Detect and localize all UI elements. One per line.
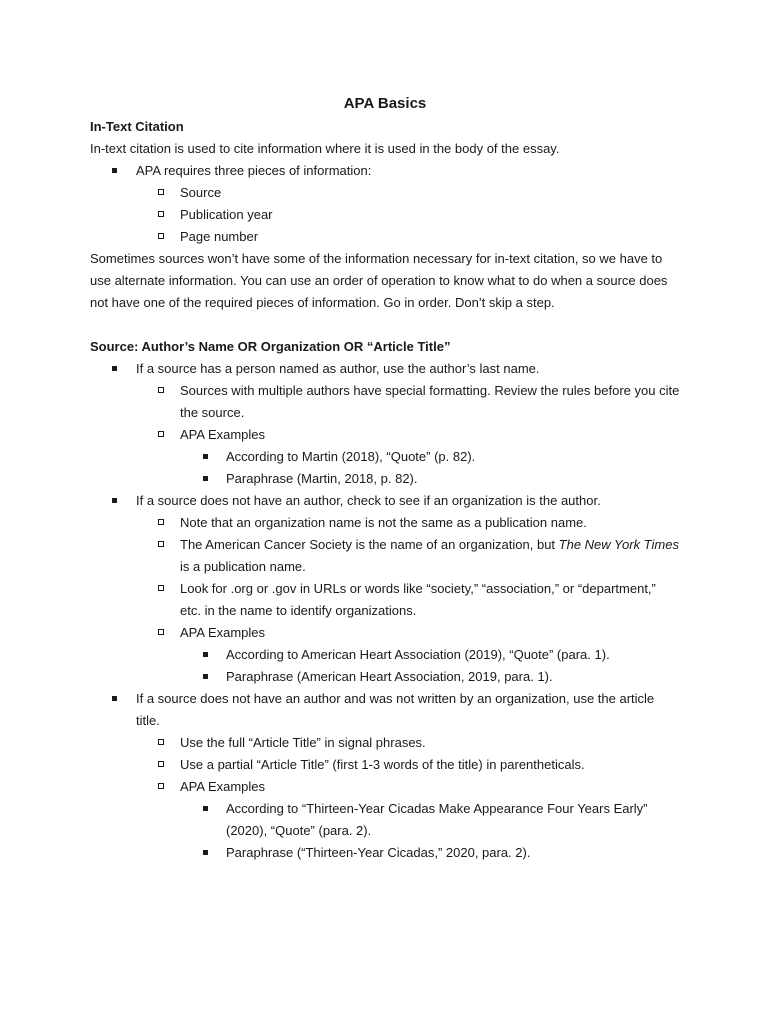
list-item-text: Use the full “Article Title” in signal phrases.	[180, 735, 426, 750]
filled-square-bullet-icon	[112, 490, 124, 512]
open-square-bullet-icon	[158, 380, 170, 402]
list-item-text: Note that an organization name is not the same as a publication name.	[180, 515, 587, 530]
open-square-bullet-icon	[158, 226, 170, 248]
open-square-bullet-icon	[158, 534, 170, 556]
list-item	[90, 424, 680, 446]
list-item	[90, 468, 680, 490]
list-item-text: APA Examples	[180, 779, 266, 794]
list-item	[90, 160, 680, 182]
open-square-bullet-icon	[158, 182, 170, 204]
open-square-bullet-icon	[158, 204, 170, 226]
list-item	[90, 534, 680, 578]
list-item	[90, 226, 680, 248]
list-item-text: Publication year	[180, 207, 273, 222]
list-item-text: Page number	[180, 229, 259, 244]
filled-square-bullet-icon	[203, 798, 215, 820]
list-item-text: If a source does not have an author and was not written by an organization, use the article title.	[136, 691, 655, 728]
list-item-text: Sources with multiple authors have special formatting. Review the rules before you cite the source.	[180, 383, 680, 420]
filled-square-bullet-icon	[112, 160, 124, 182]
list-item	[90, 182, 680, 204]
list-item-text: APA Examples	[180, 625, 266, 640]
list-item	[90, 380, 680, 424]
open-square-bullet-icon	[158, 424, 170, 446]
open-square-bullet-icon	[158, 732, 170, 754]
open-square-bullet-icon	[158, 622, 170, 644]
intro-paragraph: In-text citation is used to cite information where it is used in the body of the essay.	[90, 141, 560, 156]
publication-name: The New York Times	[558, 537, 679, 552]
list-item	[90, 732, 680, 754]
list-item-text	[180, 537, 679, 574]
list-item	[90, 776, 680, 798]
list-item-text: Look for .org or .gov in URLs or words like “society,” “association,” or “department,” etc. in the name to identify organizations.	[180, 581, 656, 618]
open-square-bullet-icon	[158, 578, 170, 600]
filled-square-bullet-icon	[112, 688, 124, 710]
list-item	[90, 358, 680, 380]
list-item-text: According to American Heart Association (2019), “Quote” (para. 1).	[226, 647, 610, 662]
open-square-bullet-icon	[158, 754, 170, 776]
filled-square-bullet-icon	[203, 644, 215, 666]
list-item	[90, 512, 680, 534]
list-item-text: Use a partial “Article Title” (first 1-3 words of the title) in parentheticals.	[180, 757, 585, 772]
section-heading-in-text-citation: In-Text Citation	[90, 119, 184, 134]
alternate-info-paragraph: Sometimes sources won’t have some of the information necessary for in-text citation, so we have to use alternate information. You can use an order of operation to know what to do when a source does not have one of the required pieces of information. Go in order. Don’t skip a step.	[90, 251, 668, 310]
filled-square-bullet-icon	[203, 666, 215, 688]
list-item	[90, 754, 680, 776]
text-segment: is a publication name.	[180, 559, 306, 574]
list-item-text: APA Examples	[180, 427, 266, 442]
list-item	[90, 578, 680, 622]
filled-square-bullet-icon	[203, 468, 215, 490]
list-item	[90, 798, 680, 842]
spacer	[90, 314, 680, 336]
list-item	[90, 842, 680, 864]
list-item-text: According to “Thirteen-Year Cicadas Make Appearance Four Years Early” (2020), “Quote” (para. 2).	[226, 801, 648, 838]
filled-square-bullet-icon	[203, 842, 215, 864]
list-item-text: Paraphrase (“Thirteen-Year Cicadas,” 2020, para. 2).	[226, 845, 531, 860]
list-item-text: Source	[180, 185, 222, 200]
open-square-bullet-icon	[158, 512, 170, 534]
open-square-bullet-icon	[158, 776, 170, 798]
list-item	[90, 666, 680, 688]
list-item	[90, 490, 680, 512]
document-page	[90, 92, 680, 864]
source-rules-list	[90, 358, 680, 864]
requirements-list	[90, 160, 680, 248]
list-item	[90, 644, 680, 666]
filled-square-bullet-icon	[112, 358, 124, 380]
list-item-text: APA requires three pieces of information:	[136, 163, 372, 178]
list-item-text: According to Martin (2018), “Quote” (p. 82).	[226, 449, 476, 464]
list-item	[90, 204, 680, 226]
list-item-text: If a source has a person named as author, use the author’s last name.	[136, 361, 540, 376]
list-item-text: If a source does not have an author, check to see if an organization is the author.	[136, 493, 601, 508]
list-item	[90, 622, 680, 644]
text-segment: The American Cancer Society is the name of an organization, but	[180, 537, 559, 552]
page-title: APA Basics	[343, 95, 427, 112]
list-item-text: Paraphrase (American Heart Association, 2019, para. 1).	[226, 669, 553, 684]
list-item	[90, 688, 680, 732]
list-item	[90, 446, 680, 468]
section-heading-source: Source: Author’s Name OR Organization OR “Article Title”	[90, 339, 451, 354]
list-item-text: Paraphrase (Martin, 2018, p. 82).	[226, 471, 418, 486]
filled-square-bullet-icon	[203, 446, 215, 468]
